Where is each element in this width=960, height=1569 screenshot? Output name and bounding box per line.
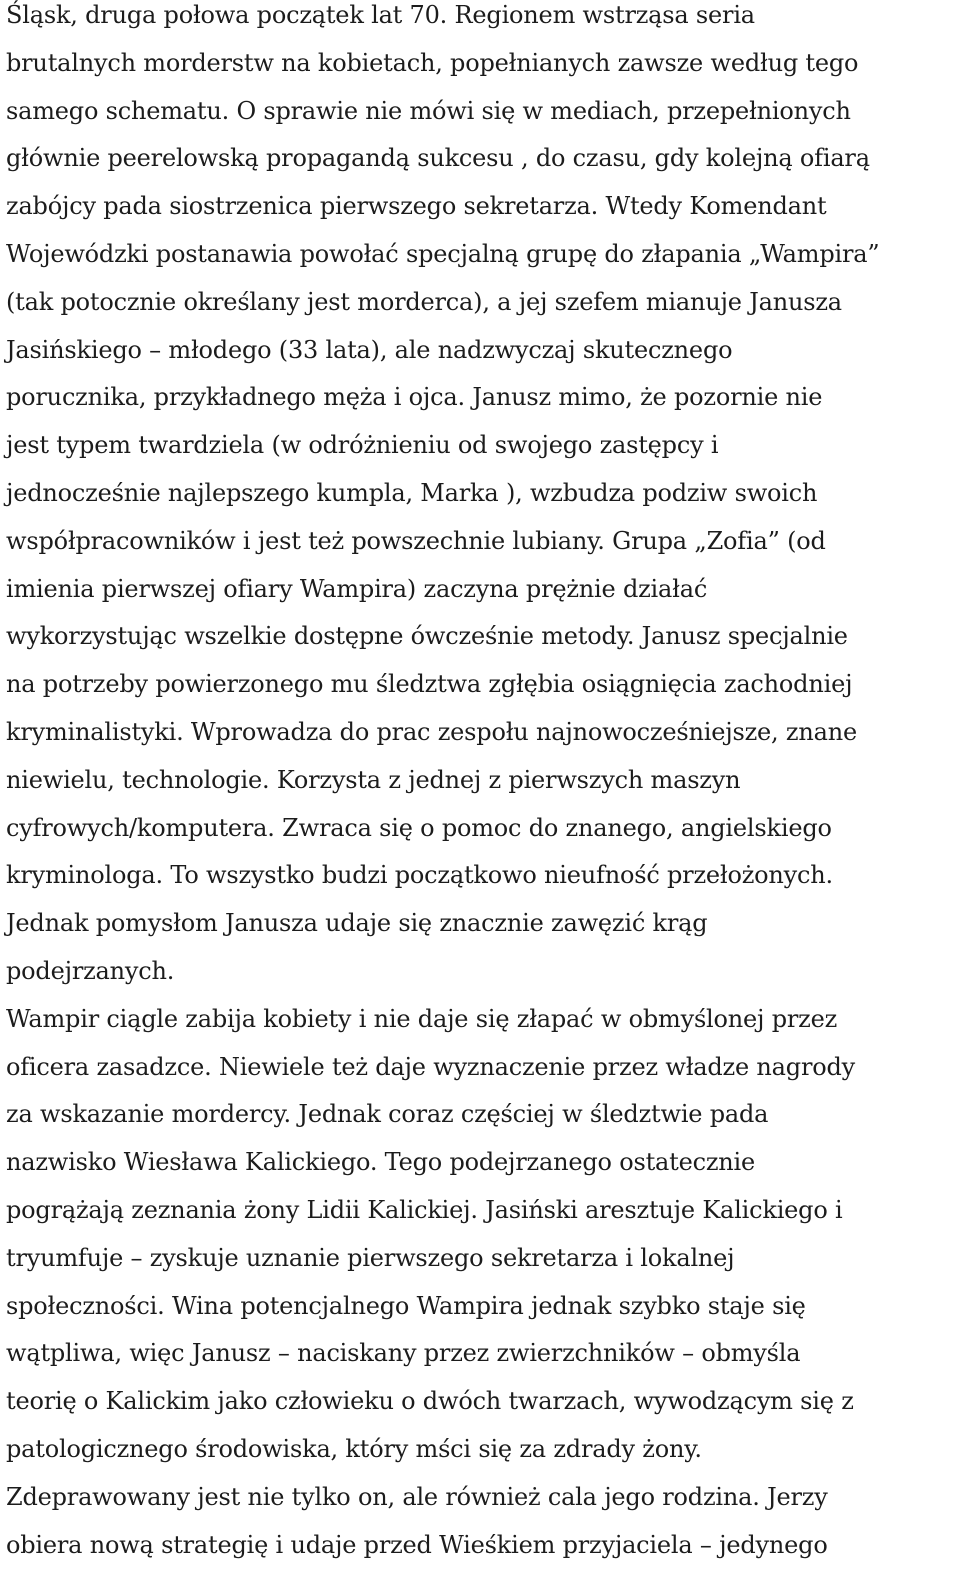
text-line-16: kryminalistyki. Wprowadza do prac zespołu najnowocześniejsze, znane: [6, 709, 952, 757]
text-line-4: głównie peerelowską propagandą sukcesu , do czasu, gdy kolejną ofiarą: [6, 135, 952, 183]
text-line-29: wątpliwa, więc Janusz – naciskany przez zwierzchników – obmyśla: [6, 1330, 952, 1378]
text-line-13: imienia pierwszej ofiary Wampira) zaczyna prężnie działać: [6, 566, 952, 614]
text-line-30: teorię o Kalickim jako człowieku o dwóch twarzach, wywodzącym się z: [6, 1378, 952, 1426]
text-line-2: brutalnych morderstw na kobietach, popełnianych zawsze według tego: [6, 40, 952, 88]
text-line-11: jednocześnie najlepszego kumpla, Marka ), wzbudza podziw swoich: [6, 470, 952, 518]
text-line-22: Wampir ciągle zabija kobiety i nie daje się złapać w obmyślonej przez: [6, 996, 952, 1044]
text-line-23: oficera zasadzce. Niewiele też daje wyznaczenie przez władze nagrody: [6, 1044, 952, 1092]
text-line-5: zabójcy pada siostrzenica pierwszego sekretarza. Wtedy Komendant: [6, 183, 952, 231]
text-line-10: jest typem twardziela (w odróżnieniu od swojego zastępcy i: [6, 422, 952, 470]
text-line-12: współpracowników i jest też powszechnie lubiany. Grupa „Zofia” (od: [6, 518, 952, 566]
text-line-28: społeczności. Wina potencjalnego Wampira jednak szybko staje się: [6, 1283, 952, 1331]
text-line-33: obiera nową strategię i udaje przed Wieśkiem przyjaciela – jedynego: [6, 1522, 952, 1569]
text-line-20: Jednak pomysłom Janusza udaje się znacznie zawęzić krąg: [6, 900, 952, 948]
text-line-7: (tak potocznie określany jest morderca), a jej szefem mianuje Janusza: [6, 279, 952, 327]
text-line-19: kryminologa. To wszystko budzi początkowo nieufność przełożonych.: [6, 852, 952, 900]
text-line-26: pogrążają zeznania żony Lidii Kalickiej. Jasiński aresztuje Kalickiego i: [6, 1187, 952, 1235]
text-line-24: za wskazanie mordercy. Jednak coraz częściej w śledztwie pada: [6, 1091, 952, 1139]
text-line-14: wykorzystując wszelkie dostępne ówcześnie metody. Janusz specjalnie: [6, 613, 952, 661]
text-line-21: podejrzanych.: [6, 948, 952, 996]
text-line-27: tryumfuje – zyskuje uznanie pierwszego sekretarza i lokalnej: [6, 1235, 952, 1283]
text-line-9: porucznika, przykładnego męża i ojca. Janusz mimo, że pozornie nie: [6, 374, 952, 422]
text-line-17: niewielu, technologie. Korzysta z jednej z pierwszych maszyn: [6, 757, 952, 805]
text-line-32: Zdeprawowany jest nie tylko on, ale również cala jego rodzina. Jerzy: [6, 1474, 952, 1522]
text-line-25: nazwisko Wiesława Kalickiego. Tego podejrzanego ostatecznie: [6, 1139, 952, 1187]
text-line-3: samego schematu. O sprawie nie mówi się w mediach, przepełnionych: [6, 88, 952, 136]
text-line-6: Wojewódzki postanawia powołać specjalną grupę do złapania „Wampira”: [6, 231, 952, 279]
text-line-1: Śląsk, druga połowa początek lat 70. Regionem wstrząsa seria: [6, 0, 952, 40]
text-line-8: Jasińskiego – młodego (33 lata), ale nadzwyczaj skutecznego: [6, 327, 952, 375]
text-line-15: na potrzeby powierzonego mu śledztwa zgłębia osiągnięcia zachodniej: [6, 661, 952, 709]
text-line-18: cyfrowych/komputera. Zwraca się o pomoc do znanego, angielskiego: [6, 805, 952, 853]
text-line-31: patologicznego środowiska, który mści się za zdrady żony.: [6, 1426, 952, 1474]
